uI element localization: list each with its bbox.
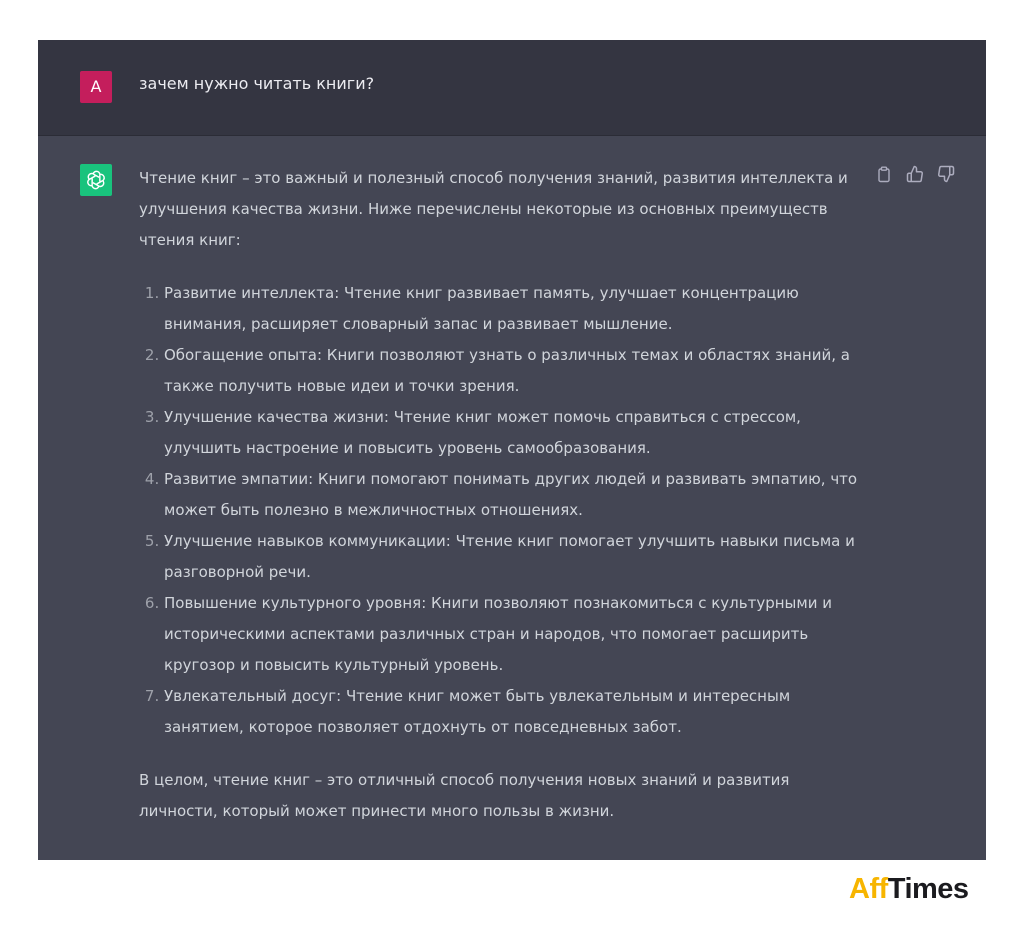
- like-button[interactable]: [905, 166, 925, 186]
- assistant-message-row: [38, 136, 986, 860]
- list-item: 3. Улучшение качества жизни: Чтение книг может помочь справиться с стрессом, улучшить настроение и повысить уровень самообразования.: [164, 402, 859, 464]
- clipboard-icon: [876, 166, 892, 187]
- thumbs-down-icon: [937, 165, 955, 187]
- chat-frame: [38, 40, 986, 860]
- list-item: 2. Обогащение опыта: Книги позволяют узнать о различных темах и областях знаний, а также получить новые идеи и точки зрения.: [164, 340, 859, 402]
- copy-button[interactable]: [874, 166, 894, 186]
- list-item: 1. Развитие интеллекта: Чтение книг развивает память, улучшает концентрацию внимания, расширяет словарный запас и развивает мышление.: [164, 278, 859, 340]
- list-item: 5. Улучшение навыков коммуникации: Чтение книг помогает улучшить навыки письма и разговорной речи.: [164, 526, 859, 588]
- list-item: 4. Развитие эмпатии: Книги помогают понимать других людей и развивать эмпатию, что может быть полезно в межличностных отношениях.: [164, 464, 859, 526]
- answer-intro: Чтение книг – это важный и полезный способ получения знаний, развития интеллекта и улучшения качества жизни. Ниже перечислены некоторые из основных преимуществ чтения книг:: [139, 169, 848, 249]
- benefits-list: [139, 278, 859, 743]
- answer-conclusion: В целом, чтение книг – это отличный способ получения новых знаний и развития личности, который может принести много пользы в жизни.: [139, 771, 790, 820]
- afftimes-logo: [849, 872, 969, 906]
- dislike-button[interactable]: [936, 166, 956, 186]
- logo-part-aff: Aff: [849, 873, 888, 905]
- list-item: 6. Повышение культурного уровня: Книги позволяют познакомиться с культурными и историческими аспектами различных стран и народов, что помогает расширить кругозор и повысить культурный уровень.: [164, 588, 859, 681]
- user-message-text: зачем нужно читать книги?: [139, 74, 375, 93]
- user-avatar: A: [80, 71, 112, 103]
- list-item: 7. Увлекательный досуг: Чтение книг может быть увлекательным и интересным занятием, которое позволяет отдохнуть от повседневных забот.: [164, 681, 859, 743]
- openai-logo-icon: [80, 164, 112, 196]
- assistant-answer: [139, 163, 859, 827]
- logo-part-times: Times: [887, 873, 969, 905]
- message-actions: [874, 166, 956, 186]
- thumbs-up-icon: [906, 165, 924, 187]
- user-message-row: [38, 40, 986, 136]
